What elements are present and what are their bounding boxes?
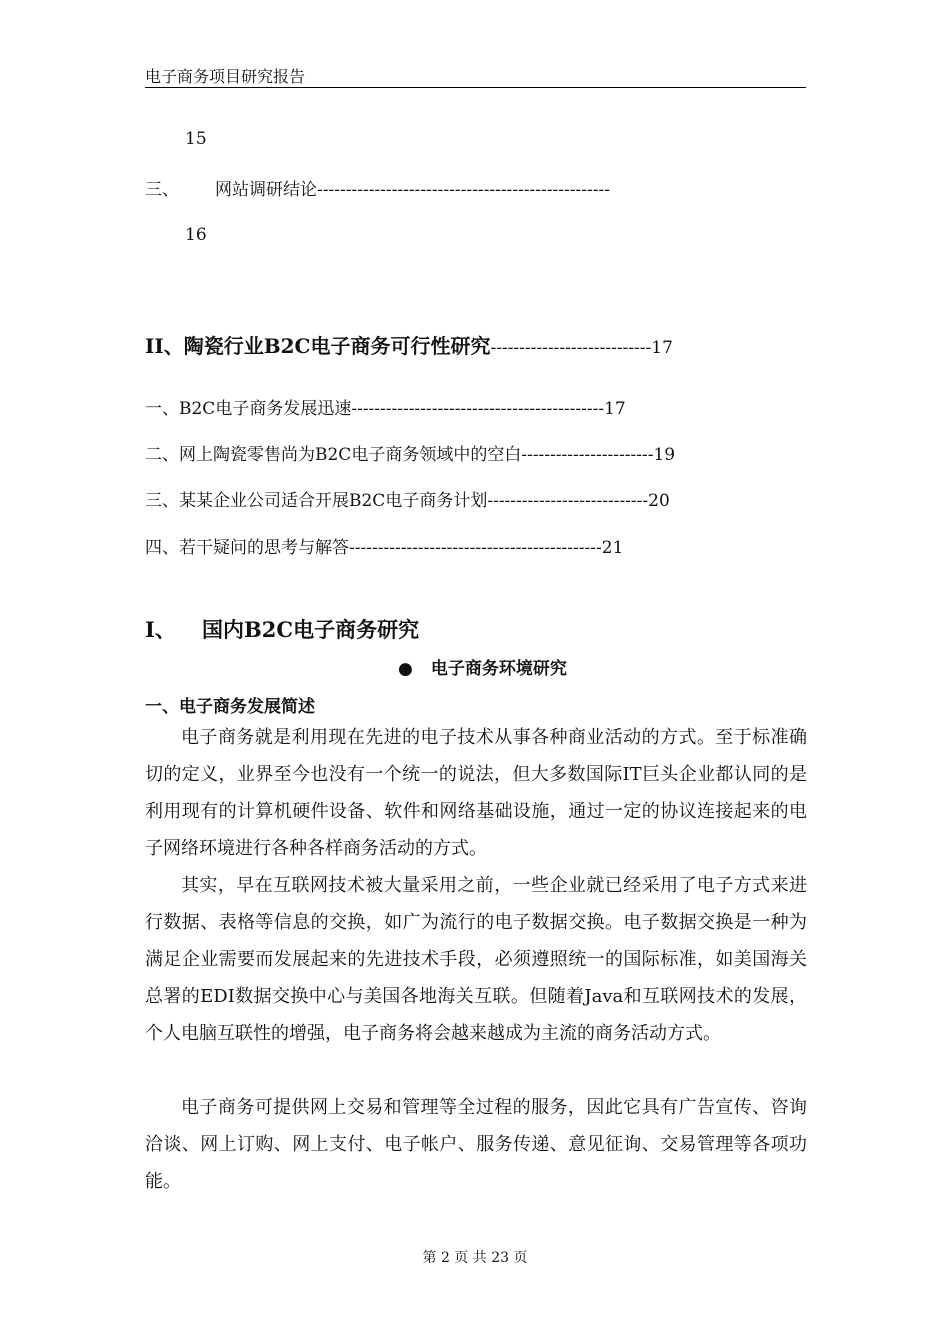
- toc-page-number: 20: [648, 491, 670, 511]
- toc-entry-label: 三、某某企业公司适合开展B2C电子商务计划: [145, 491, 488, 511]
- toc-page-number: 21: [601, 538, 624, 558]
- toc-leader-dots: --------------------------------------------: [351, 399, 605, 419]
- toc-entry-label: 二、网上陶瓷零售尚为B2C电子商务领域中的空白: [145, 445, 522, 465]
- body-paragraph: 电子商务可提供网上交易和管理等全过程的服务，因此它具有广告宣传、咨询洽谈、网上订购、网上支付、电子帐户、服务传递、意见征询、交易管理等各项功能。: [145, 1097, 807, 1192]
- paragraph-heading: 一、电子商务发展简述: [145, 697, 315, 717]
- toc-entry: [145, 486, 670, 511]
- toc-main-title: II、陶瓷行业B2C电子商务可行性研究: [145, 334, 491, 358]
- body-paragraph: 其实，早在互联网技术被大量采用之前，一些企业就已经采用了电子方式来进行数据、表格等信息的交换，如广为流行的电子数据交换。电子数据交换是一种为满足企业需要而发展起来的先进技术手段，必须遵照统一的国际标准，如美国海关总署的EDI数据交换中心与美国各地海关互联。但随着Java和互联网技术的发展，个人电脑互联性的增强，电子商务将会越来越成为主流的商务活动方式。: [145, 875, 807, 1044]
- toc-page-number: 16: [185, 225, 207, 245]
- toc-entry-label: 一、B2C电子商务发展迅速: [145, 399, 352, 419]
- toc-leader-dots: -----------------------: [521, 445, 654, 465]
- section-title: 国内B2C电子商务研究: [202, 617, 420, 642]
- toc-leader-dots: ----------------------------: [490, 338, 652, 358]
- toc-entry-label: 四、若干疑问的思考与解答: [145, 538, 349, 558]
- toc-entry: [145, 394, 626, 419]
- toc-page-number: 17: [604, 399, 626, 419]
- body-paragraph: 电子商务就是利用现在先进的电子技术从事各种商业活动的方式。至于标准确切的定义，业界至今也没有一个统一的说法，但大多数国际IT巨头企业都认同的是利用现有的计算机硬件设备、软件和网络基础设施，通过一定的协议连接起来的电子网络环境进行各种各样商务活动的方式。: [145, 727, 807, 859]
- toc-entry: [145, 440, 675, 465]
- toc-page-number: 17: [651, 338, 673, 358]
- toc-page-number: 19: [653, 445, 676, 465]
- toc-entry: [145, 533, 623, 558]
- section-number: I、: [145, 617, 176, 642]
- subsection-title: 电子商务环境研究: [430, 659, 567, 679]
- toc-entry-number: 三、: [145, 180, 179, 200]
- toc-main-heading: [145, 330, 673, 359]
- toc-entry-website-conclusion: [145, 175, 610, 200]
- toc-leader-dots: ----------------------------: [487, 491, 649, 511]
- toc-entry-label: 网站调研结论: [215, 180, 317, 200]
- toc-leader-dots: ---------------------------------------------------: [317, 180, 610, 200]
- toc-leader-dots: --------------------------------------------: [349, 538, 602, 558]
- bullet-icon: ●: [398, 659, 413, 679]
- running-header: 电子商务项目研究报告: [145, 67, 306, 86]
- toc-page-number: 15: [185, 129, 207, 149]
- subsection-heading: [398, 654, 567, 679]
- page-footer: 第 2 页 共 23 页: [422, 1250, 528, 1266]
- section-heading: [145, 614, 419, 644]
- header-rule: [145, 87, 806, 88]
